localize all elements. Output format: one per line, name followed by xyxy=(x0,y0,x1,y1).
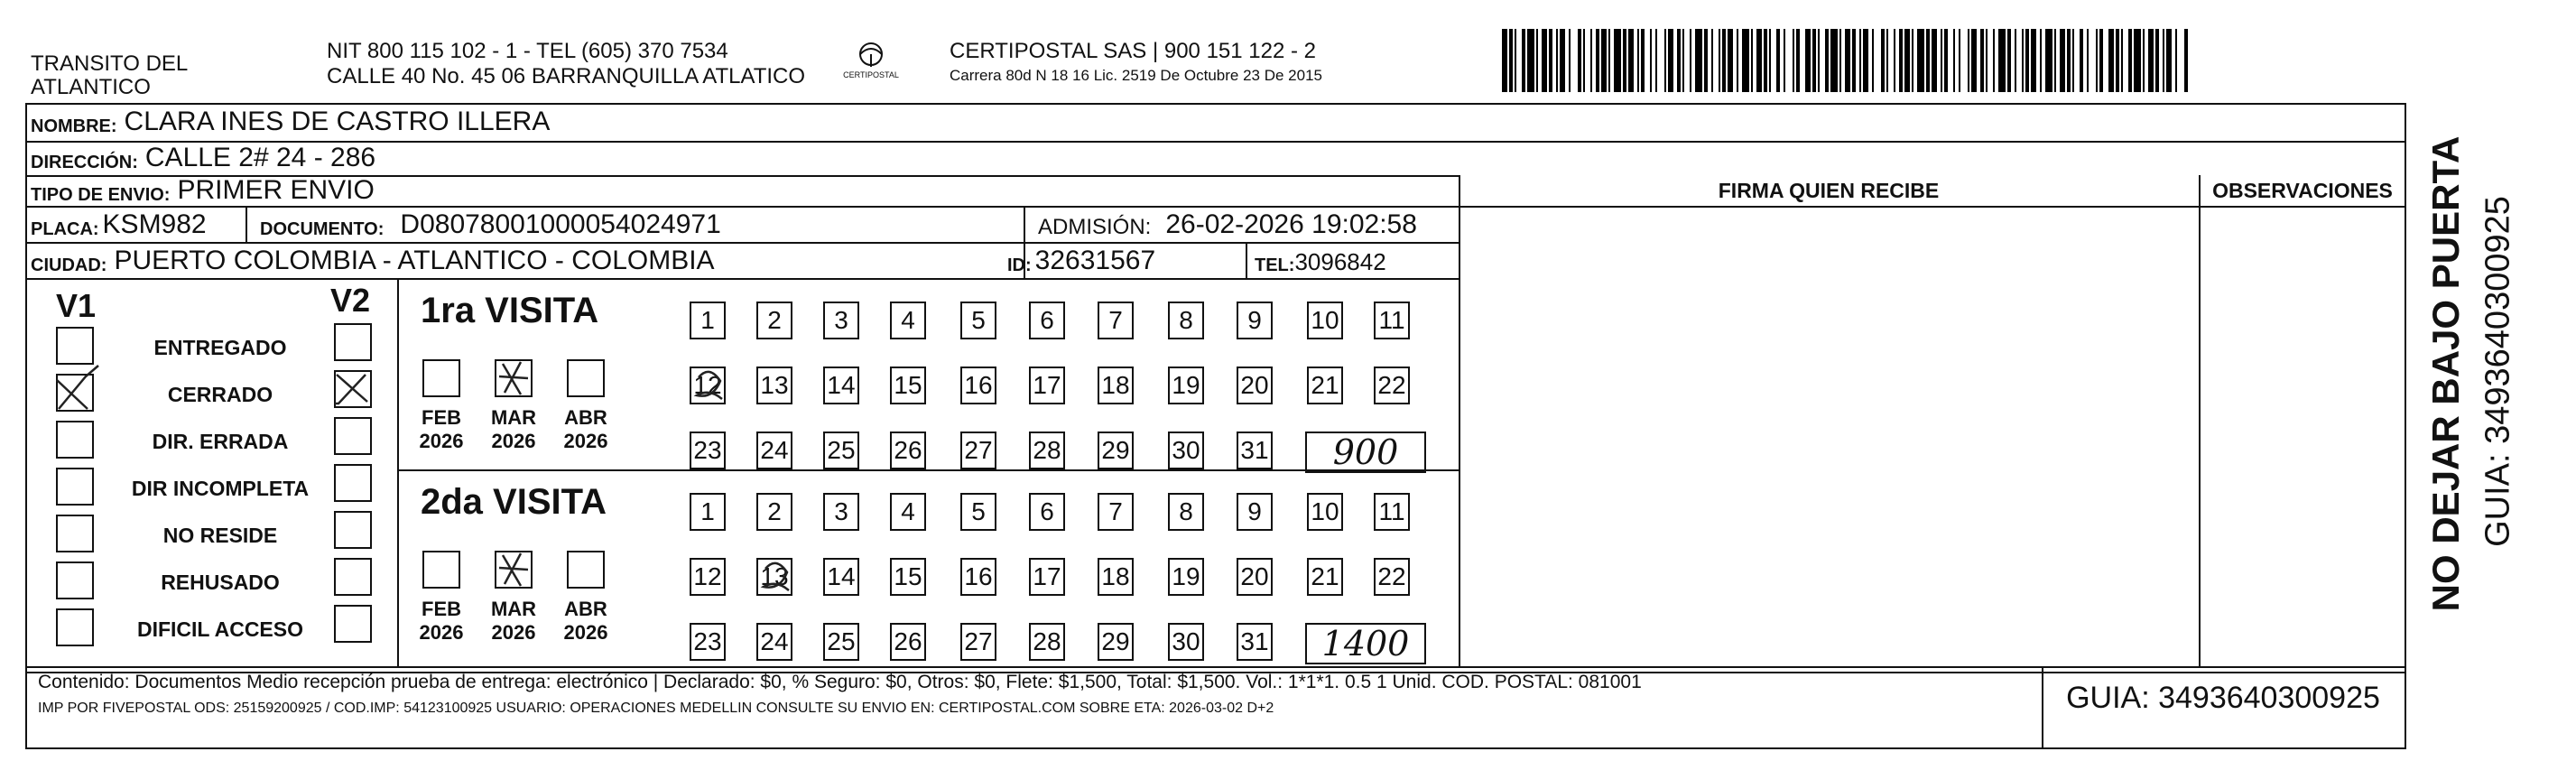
month-label xyxy=(482,598,545,645)
day-box[interactable]: 11 xyxy=(1374,302,1410,339)
day-box[interactable]: 11 xyxy=(1374,493,1410,531)
barcode-bar xyxy=(1695,29,1702,92)
side-notice-block xyxy=(2410,126,2572,632)
month-name: ABR xyxy=(564,406,607,429)
day-box[interactable]: 17 xyxy=(1029,367,1065,404)
tipo-value: PRIMER ENVIO xyxy=(177,175,375,205)
v2-checkbox[interactable] xyxy=(334,417,372,455)
placa-row xyxy=(31,209,207,240)
v1-checkbox[interactable] xyxy=(56,561,94,599)
day-box[interactable]: 2 xyxy=(756,302,792,339)
day-box[interactable]: 21 xyxy=(1307,367,1343,404)
month-year: 2026 xyxy=(491,430,536,452)
day-box[interactable]: 4 xyxy=(890,493,926,531)
day-box[interactable]: 19 xyxy=(1168,367,1204,404)
address-line: CALLE 40 No. 45 06 BARRANQUILLA ATLATICO xyxy=(327,64,806,88)
nombre-label: NOMBRE: xyxy=(31,116,117,136)
ciudad-value: PUERTO COLOMBIA - ATLANTICO - COLOMBIA xyxy=(114,246,715,275)
barcode-bar xyxy=(1527,29,1534,92)
barcode-bar xyxy=(1657,29,1664,92)
barcode-bar xyxy=(2184,29,2188,92)
direccion-value: CALLE 2# 24 - 286 xyxy=(144,143,376,172)
day-box[interactable]: 29 xyxy=(1098,623,1134,661)
direccion-label: DIRECCIÓN: xyxy=(31,153,138,172)
admision-value: 26-02-2026 19:02:58 xyxy=(1165,209,1417,239)
documento-value: D08078001000054024971 xyxy=(400,209,721,239)
v1-checkbox[interactable] xyxy=(56,421,94,459)
tel-row xyxy=(1255,246,1386,276)
day-box[interactable]: 20 xyxy=(1237,558,1273,596)
day-number: 12 xyxy=(693,371,722,399)
id-row xyxy=(1007,246,1155,276)
side-guia: GUIA: 3493640300925 xyxy=(2479,196,2517,547)
v1-checkbox[interactable] xyxy=(56,515,94,552)
status-label: NO RESIDE xyxy=(162,524,278,547)
tipo-row xyxy=(31,175,375,206)
month-label xyxy=(554,598,617,645)
day-box[interactable]: 10 xyxy=(1307,493,1343,531)
day-box[interactable]: 5 xyxy=(960,493,996,531)
v2-checkbox[interactable] xyxy=(334,323,372,361)
month-label xyxy=(482,406,545,453)
day-box[interactable]: 25 xyxy=(823,623,859,661)
month-year: 2026 xyxy=(563,430,608,452)
day-box[interactable]: 2 xyxy=(756,493,792,531)
ciudad-row xyxy=(31,246,715,276)
ciudad-label: CIUDAD: xyxy=(31,255,107,275)
status-label: ENTREGADO xyxy=(153,336,287,359)
barcode-bar xyxy=(1742,29,1749,92)
day-box[interactable]: 9 xyxy=(1237,302,1273,339)
day-box[interactable]: 31 xyxy=(1237,623,1273,661)
day-box[interactable]: 25 xyxy=(823,432,859,469)
day-box[interactable]: 19 xyxy=(1168,558,1204,596)
barcode-bar xyxy=(1998,29,2006,92)
day-box[interactable]: 10 xyxy=(1307,302,1343,339)
barcode-bar xyxy=(2134,29,2141,92)
v1-checkbox[interactable] xyxy=(56,468,94,506)
month-checkbox[interactable] xyxy=(495,359,533,397)
day-box[interactable]: 16 xyxy=(960,558,996,596)
month-year: 2026 xyxy=(419,430,464,452)
status-label: REHUSADO xyxy=(161,571,280,594)
day-box[interactable]: 3 xyxy=(823,302,859,339)
tel-label: TEL: xyxy=(1255,255,1295,275)
admision-label: ADMISIÓN: xyxy=(1038,215,1152,239)
month-year: 2026 xyxy=(419,621,464,644)
day-box[interactable]: 8 xyxy=(1168,493,1204,531)
footer-guia: GUIA: 3493640300925 xyxy=(2066,681,2380,715)
day-box[interactable]: 29 xyxy=(1098,432,1134,469)
handwritten-time: 900 xyxy=(1305,432,1426,473)
day-box[interactable]: 1 xyxy=(690,493,726,531)
barcode-bar xyxy=(2089,29,2096,92)
day-box[interactable]: 22 xyxy=(1374,558,1410,596)
month-name: FEB xyxy=(422,598,461,620)
day-box[interactable]: 18 xyxy=(1098,558,1134,596)
day-box[interactable] xyxy=(756,558,792,596)
barcode-bar xyxy=(1830,29,1838,92)
day-box[interactable]: 22 xyxy=(1374,367,1410,404)
month-checkbox[interactable] xyxy=(422,359,460,397)
status-label: DIFICIL ACCESO xyxy=(136,617,303,641)
tel-value: 3096842 xyxy=(1294,248,1386,275)
documento-label: DOCUMENTO: xyxy=(260,219,385,239)
month-checkbox[interactable] xyxy=(495,551,533,589)
tipo-label: TIPO DE ENVIO: xyxy=(31,185,171,205)
v2-checkbox[interactable] xyxy=(334,464,372,502)
barcode xyxy=(1502,29,2188,92)
placa-label: PLACA: xyxy=(31,219,99,239)
status-label: DIR INCOMPLETA xyxy=(131,477,310,500)
month-label xyxy=(410,406,473,453)
day-box[interactable]: 7 xyxy=(1098,493,1134,531)
day-box[interactable]: 6 xyxy=(1029,302,1065,339)
barcode-bar xyxy=(1571,29,1578,92)
month-checkbox[interactable] xyxy=(567,551,605,589)
day-box[interactable]: 4 xyxy=(890,302,926,339)
day-box[interactable]: 15 xyxy=(890,367,926,404)
no-dejar-notice: NO DEJAR BAJO PUERTA xyxy=(2424,135,2467,612)
barcode-bar xyxy=(1960,29,1968,92)
month-label xyxy=(554,406,617,453)
day-box[interactable]: 23 xyxy=(690,432,726,469)
day-box[interactable]: 30 xyxy=(1168,623,1204,661)
day-box[interactable]: 7 xyxy=(1098,302,1134,339)
day-box[interactable]: 14 xyxy=(823,558,859,596)
barcode-bar xyxy=(1874,29,1881,92)
license-line: Carrera 80d N 18 16 Lic. 2519 De Octubre 23 De 2015 xyxy=(950,67,1322,84)
month-checkbox[interactable] xyxy=(422,551,460,589)
visit-title: 1ra VISITA xyxy=(421,291,599,330)
v2-checkbox[interactable] xyxy=(334,370,372,408)
month-year: 2026 xyxy=(563,621,608,644)
day-box[interactable]: 12 xyxy=(690,558,726,596)
day-box[interactable]: 26 xyxy=(890,432,926,469)
firma-header: FIRMA QUIEN RECIBE xyxy=(1718,179,1940,202)
day-box[interactable]: 6 xyxy=(1029,493,1065,531)
month-name: MAR xyxy=(490,598,537,620)
v1-checkbox[interactable] xyxy=(56,608,94,646)
nit-line: NIT 800 115 102 - 1 - TEL (605) 370 7534 xyxy=(327,39,728,63)
admision-row xyxy=(1038,209,1417,240)
month-name: MAR xyxy=(490,406,537,429)
direccion-row xyxy=(31,143,375,173)
day-box[interactable]: 23 xyxy=(690,623,726,661)
month-label xyxy=(410,598,473,645)
month-name: ABR xyxy=(564,598,607,620)
certipostal-logo xyxy=(830,40,912,87)
day-number: 13 xyxy=(760,562,789,590)
v2-checkbox[interactable] xyxy=(334,605,372,643)
day-box[interactable]: 31 xyxy=(1237,432,1273,469)
day-box[interactable]: 24 xyxy=(756,432,792,469)
day-box[interactable]: 14 xyxy=(823,367,859,404)
day-box[interactable]: 1 xyxy=(690,302,726,339)
v2-header: V2 xyxy=(330,282,371,319)
day-box[interactable]: 5 xyxy=(960,302,996,339)
v1-checkbox[interactable] xyxy=(56,374,94,412)
id-label: ID: xyxy=(1007,255,1032,275)
day-box[interactable]: 13 xyxy=(756,367,792,404)
day-box[interactable]: 9 xyxy=(1237,493,1273,531)
placa-value: KSM982 xyxy=(102,209,207,239)
day-box[interactable] xyxy=(690,367,726,404)
day-box[interactable]: 21 xyxy=(1307,558,1343,596)
logo-text: CERTIPOSTAL xyxy=(843,70,899,79)
barcode-bar xyxy=(2177,29,2184,92)
status-label: CERRADO xyxy=(167,383,273,406)
day-box[interactable]: 18 xyxy=(1098,367,1134,404)
barcode-bar xyxy=(1917,29,1924,92)
nombre-row xyxy=(31,107,550,137)
day-box[interactable]: 15 xyxy=(890,558,926,596)
nombre-value: CLARA INES DE CASTRO ILLERA xyxy=(124,107,551,136)
day-box[interactable]: 8 xyxy=(1168,302,1204,339)
barcode-bar xyxy=(1614,29,1621,92)
v1-header: V1 xyxy=(56,287,97,324)
status-label: DIR. ERRADA xyxy=(152,430,289,453)
day-box[interactable]: 26 xyxy=(890,623,926,661)
imp-line: IMP POR FIVEPOSTAL ODS: 25159200925 / COD.IMP: 54123100925 USUARIO: OPERACIONES MEDELLIN CONSULTE SU ENVIO EN: CERTIPOSTAL.COM SOBRE ETA: 2026-03-02 D+2 xyxy=(38,701,1274,716)
barcode-bar xyxy=(1785,29,1793,92)
barcode-bar xyxy=(2045,29,2052,92)
observaciones-header: OBSERVACIONES xyxy=(2212,179,2393,202)
day-box[interactable]: 28 xyxy=(1029,432,1065,469)
day-box[interactable]: 27 xyxy=(960,623,996,661)
org-name: TRANSITO DEL ATLANTICO xyxy=(31,51,188,99)
documento-row xyxy=(260,209,721,240)
month-checkbox[interactable] xyxy=(567,359,605,397)
day-box[interactable]: 28 xyxy=(1029,623,1065,661)
day-box[interactable]: 16 xyxy=(960,367,996,404)
day-box[interactable]: 3 xyxy=(823,493,859,531)
month-year: 2026 xyxy=(491,621,536,644)
contenido-line: Contenido: Documentos Medio recepción prueba de entrega: electrónico | Declarado: $0, % Seguro: $0, Otros: $0, Flete: $1,500, Total: $1,500. Vol.: 1*1*1. 0.5 1 Unid. COD. POSTAL: 081001 xyxy=(38,672,1642,692)
company-line: CERTIPOSTAL SAS | 900 151 122 - 2 xyxy=(950,39,1316,63)
visit-title: 2da VISITA xyxy=(421,482,607,522)
v2-checkbox[interactable] xyxy=(334,511,372,549)
day-box[interactable]: 24 xyxy=(756,623,792,661)
v1-checkbox[interactable] xyxy=(56,327,94,365)
day-box[interactable]: 17 xyxy=(1029,558,1065,596)
day-box[interactable]: 20 xyxy=(1237,367,1273,404)
month-name: FEB xyxy=(422,406,461,429)
day-box[interactable]: 27 xyxy=(960,432,996,469)
day-box[interactable]: 30 xyxy=(1168,432,1204,469)
v2-checkbox[interactable] xyxy=(334,558,372,596)
id-value: 32631567 xyxy=(1034,246,1156,275)
handwritten-time: 1400 xyxy=(1305,623,1426,664)
